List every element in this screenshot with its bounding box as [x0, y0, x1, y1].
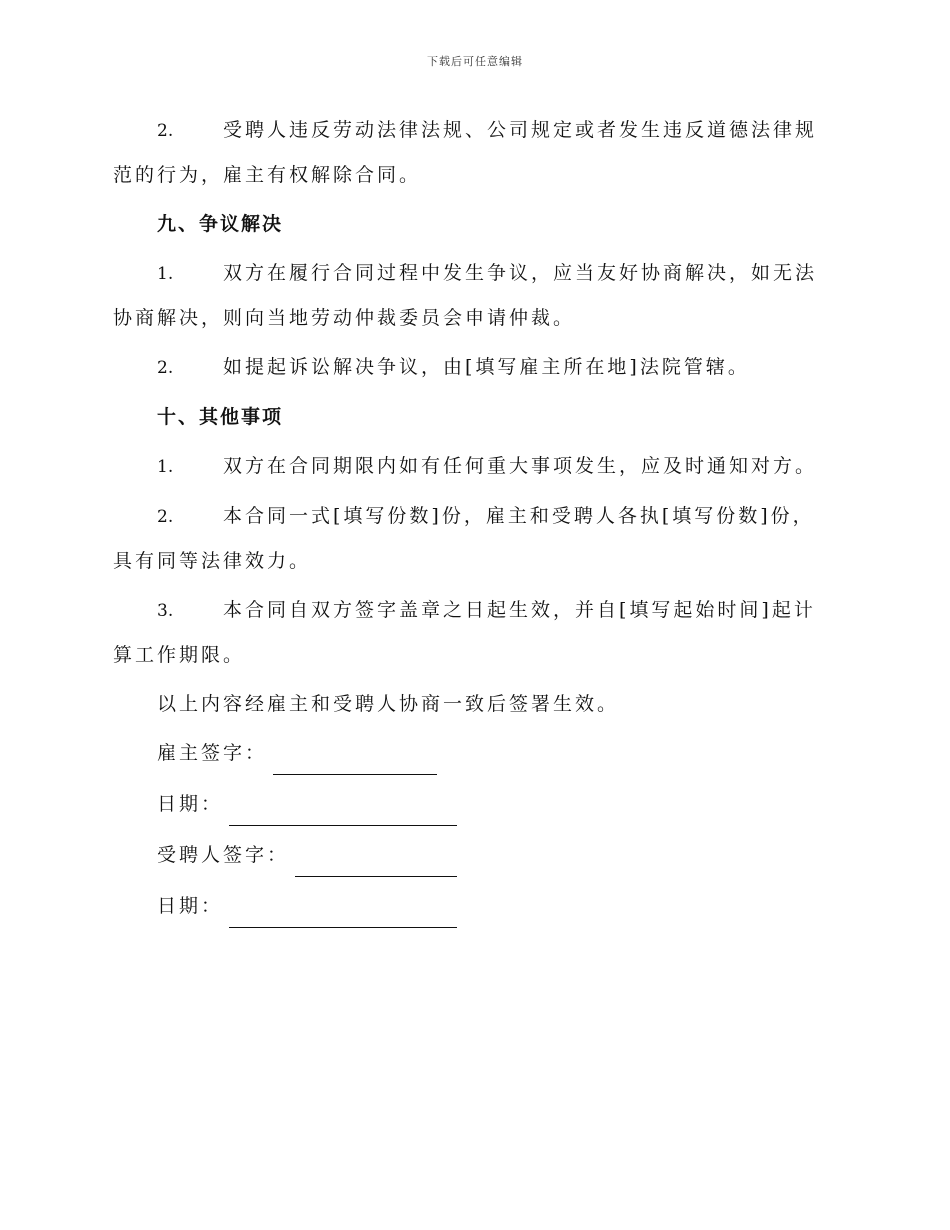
- clause-text: 如提起诉讼解决争议，由[填写雇主所在地]法院管辖。: [223, 356, 750, 378]
- clause-text: 双方在履行合同过程中发生争议，应当友好协商解决，如无法协商解决，则向当地劳动仲裁委员会申请仲裁。: [113, 262, 818, 329]
- clause-1-notification: [113, 444, 833, 489]
- employee-signature-row: [113, 833, 833, 877]
- clause-number: 2.: [157, 358, 174, 378]
- clause-2-litigation: [113, 345, 833, 390]
- employee-date-row: [113, 884, 833, 928]
- clause-2-termination: [113, 108, 833, 197]
- section-heading-other: 十、其他事项: [157, 406, 284, 428]
- employee-date-line[interactable]: [229, 897, 457, 928]
- clause-number: 2.: [157, 121, 174, 141]
- employer-date-line[interactable]: [229, 795, 457, 826]
- date-label: 日期：: [157, 895, 224, 917]
- document-body: [113, 108, 833, 935]
- employee-signature-line[interactable]: [295, 846, 457, 877]
- employer-signature-row: [113, 731, 833, 775]
- clause-number: 2.: [157, 507, 174, 527]
- clause-text: 双方在合同期限内如有任何重大事项发生，应及时通知对方。: [223, 455, 818, 477]
- section-heading-dispute: 九、争议解决: [157, 213, 284, 235]
- clause-2-copies: [113, 494, 833, 583]
- employer-signature-line[interactable]: [273, 744, 437, 775]
- closing-statement: 以上内容经雇主和受聘人协商一致后签署生效。: [157, 693, 620, 715]
- clause-number: 3.: [157, 601, 174, 621]
- date-label: 日期：: [157, 793, 224, 815]
- clause-text: 本合同自双方签字盖章之日起生效，并自[填写起始时间]起计算工作期限。: [113, 599, 816, 666]
- clause-number: 1.: [157, 457, 174, 477]
- clause-1-negotiation: [113, 251, 833, 340]
- employee-signature-label: 受聘人签字：: [157, 844, 290, 866]
- clause-text: 受聘人违反劳动法律法规、公司规定或者发生违反道德法律规范的行为，雇主有权解除合同。: [113, 119, 818, 186]
- clause-number: 1.: [157, 264, 174, 284]
- page-header: 下载后可任意编辑: [427, 55, 523, 68]
- employer-date-row: [113, 782, 833, 826]
- clause-3-effective: [113, 588, 833, 677]
- clause-text: 本合同一式[填写份数]份，雇主和受聘人各执[填写份数]份，具有同等法律效力。: [113, 505, 815, 572]
- employer-signature-label: 雇主签字：: [157, 742, 268, 764]
